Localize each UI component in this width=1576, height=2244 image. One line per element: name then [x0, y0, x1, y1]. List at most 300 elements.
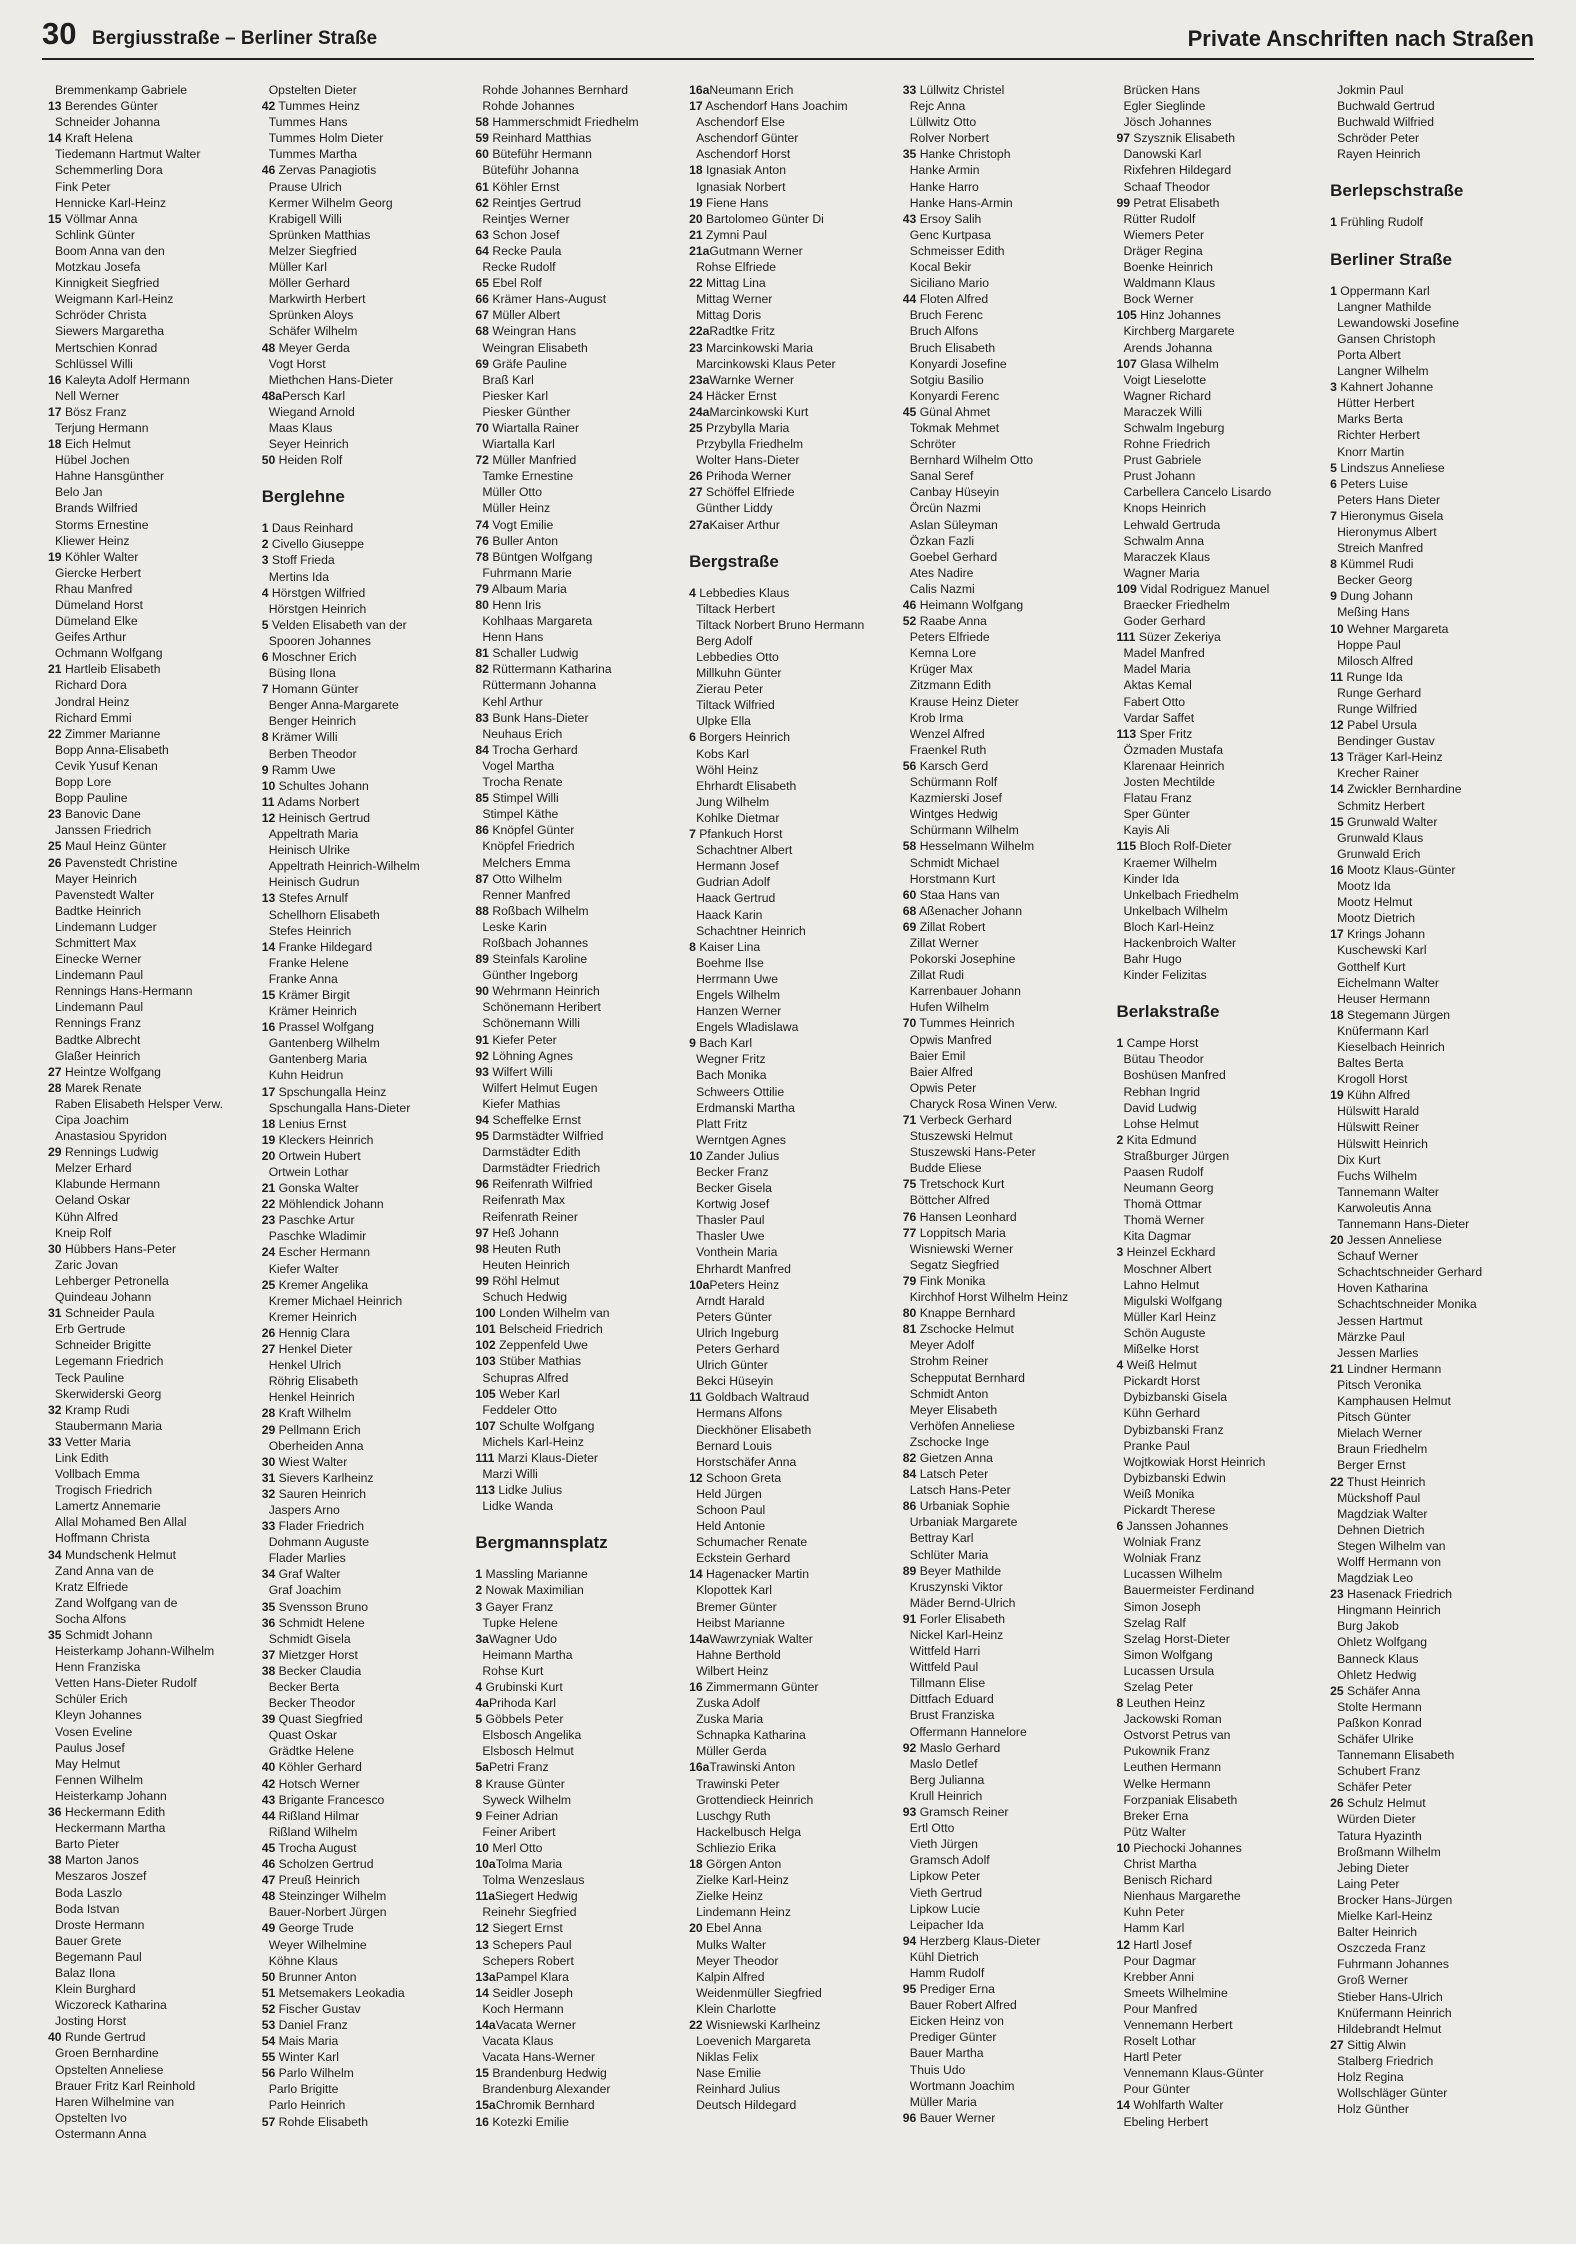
resident-entry: Kermer Wilhelm Georg	[268, 195, 393, 210]
resident-entry: Wojtkowiak Horst Heinrich	[1123, 1454, 1266, 1469]
resident-entry: 34 Graf Walter	[261, 1567, 341, 1582]
house-number: 45	[261, 1840, 276, 1855]
resident-entry: Carbellera Cancelo Lisardo	[1123, 485, 1272, 500]
resident-entry: Trogisch Friedrich	[55, 1483, 153, 1498]
resident-entry: 1 Campe Horst	[1116, 1036, 1199, 1051]
resident-entry: Quast Oskar	[268, 1728, 338, 1743]
resident-entry: Bauermeister Ferdinand	[1123, 1583, 1255, 1598]
resident-entry: Rütter Rudolf	[1123, 211, 1196, 226]
resident-entry: Charyck Rosa Winen Verw.	[909, 1096, 1058, 1111]
resident-entry: 101 Belscheid Friedrich	[475, 1322, 603, 1337]
resident-entry: Wilbert Heinz	[696, 1663, 769, 1678]
house-number: 25	[1330, 1683, 1344, 1698]
resident-entry: Schepputat Bernhard	[909, 1370, 1025, 1385]
resident-entry: Becker Franz	[696, 1165, 769, 1179]
resident-entry: 43 Brigante Francesco	[261, 1792, 385, 1807]
resident-entry: Böttcher Alfred	[909, 1193, 990, 1208]
house-number: 87	[475, 871, 489, 886]
resident-entry: Thomä Werner	[1123, 1213, 1205, 1228]
resident-entry: Szelag Ralf	[1123, 1615, 1186, 1630]
resident-entry: Offermann Hannelore	[909, 1724, 1027, 1739]
house-number: 89	[475, 952, 489, 967]
resident-entry: Hörstgen Heinrich	[268, 601, 367, 616]
house-number: 4	[261, 585, 269, 600]
resident-entry: Hackenbroich Walter	[1123, 935, 1237, 950]
resident-entry: 14 Wohlfarth Walter	[1116, 2098, 1224, 2113]
house-number: 109	[1116, 581, 1137, 596]
house-number: 89	[902, 1563, 917, 1578]
resident-entry: Karwoleutis Anna	[1337, 1200, 1432, 1215]
house-number: 28	[48, 1080, 62, 1095]
resident-entry: Sprünken Aloys	[268, 308, 354, 323]
resident-entry: Schachtner Albert	[696, 843, 793, 858]
resident-entry: 71 Verbeck Gerhard	[902, 1113, 1012, 1127]
resident-entry: 13 Stefes Arnulf	[261, 891, 348, 906]
resident-entry: Mertschien Konrad	[55, 340, 158, 355]
resident-entry: 50 Heiden Rolf	[261, 453, 343, 468]
house-number: 80	[902, 1306, 917, 1321]
house-number: 75	[902, 1177, 917, 1192]
house-number: 107	[1116, 356, 1137, 371]
resident-entry: Pranke Paul	[1123, 1438, 1190, 1453]
house-number: 20	[1330, 1233, 1344, 1248]
house-number: 11	[689, 1390, 702, 1405]
resident-entry: 62 Reintjes Gertrud	[475, 195, 582, 210]
house-number: 8	[475, 1776, 483, 1791]
resident-entry: Siewers Margaretha	[55, 324, 165, 339]
resident-entry: 96 Reifenrath Wilfried	[475, 1177, 593, 1192]
resident-entry: 109 Vidal Rodriguez Manuel	[1116, 581, 1270, 596]
house-number: 21	[689, 227, 703, 242]
resident-entry: 23aWarnke Werner	[689, 372, 795, 387]
house-number: 46	[902, 598, 917, 612]
house-number: 2	[261, 537, 269, 552]
resident-entry: 97 Szysznik Elisabeth	[1116, 131, 1235, 146]
resident-entry: 27 Henkel Dieter	[261, 1342, 353, 1357]
house-number: 15a	[475, 2098, 496, 2113]
resident-entry: Krause Heinz Dieter	[909, 694, 1019, 709]
resident-entry: Ates Nadire	[909, 565, 974, 580]
house-number: 48a	[261, 388, 283, 403]
resident-entry: Allal Mohamed Ben Allal	[55, 1515, 187, 1530]
resident-entry: Pukownik Franz	[1123, 1744, 1211, 1759]
resident-entry: Röhrig Elisabeth	[268, 1374, 359, 1389]
resident-entry: Pour Manfred	[1123, 2001, 1198, 2016]
resident-entry: Buchwald Wilfried	[1337, 115, 1434, 130]
resident-entry: 70 Wiartalla Rainer	[475, 420, 580, 435]
house-number: 43	[902, 211, 917, 226]
resident-entry: Müller Maria	[909, 2094, 977, 2109]
resident-entry: Franke Helene	[268, 955, 349, 970]
resident-entry: Bauer Robert Alfred	[909, 1998, 1017, 2013]
resident-entry: 113 Sper Fritz	[1116, 726, 1193, 741]
resident-entry: 84 Latsch Peter	[902, 1467, 989, 1482]
resident-entry: Kühn Alfred	[55, 1209, 119, 1224]
house-number: 17	[261, 1084, 276, 1099]
resident-entry: 80 Knappe Bernhard	[902, 1306, 1016, 1321]
resident-entry: 2 Nowak Maximilian	[475, 1583, 584, 1598]
house-number: 24	[261, 1245, 276, 1260]
house-number: 115	[1116, 839, 1137, 854]
resident-entry: Mückshoff Paul	[1337, 1490, 1421, 1505]
resident-entry: 99 Röhl Helmut	[475, 1273, 560, 1288]
resident-entry: Vennemann Klaus-Günter	[1123, 2066, 1264, 2081]
resident-entry: Brands Wilfried	[55, 501, 138, 516]
resident-entry: 5aPetri Franz	[475, 1760, 549, 1775]
resident-entry: Goder Gerhard	[1123, 614, 1206, 629]
house-number: 90	[475, 984, 489, 999]
resident-entry: Millkuhn Günter	[696, 666, 782, 681]
resident-entry: 89 Steinfals Karoline	[475, 952, 588, 967]
resident-entry: Henn Hans	[482, 630, 544, 645]
resident-entry: Rennings Franz	[55, 1016, 142, 1031]
resident-entry: Boda Laszlo	[55, 1885, 123, 1900]
resident-entry: Schäfer Ulrike	[1337, 1732, 1414, 1746]
resident-entry: 17 Bösz Franz	[48, 404, 127, 419]
resident-entry: Ulpke Ella	[696, 714, 751, 729]
house-number: 14a	[689, 1631, 710, 1646]
house-number: 33	[261, 1519, 276, 1534]
house-number: 13	[261, 891, 276, 906]
resident-entry: Porta Albert	[1337, 347, 1401, 362]
resident-entry: 50 Brunner Anton	[261, 1969, 357, 1984]
resident-entry: Piesker Karl	[482, 388, 549, 403]
resident-entry: Aktas Kemal	[1123, 678, 1192, 693]
resident-entry: 52 Fischer Gustav	[261, 2001, 361, 2016]
resident-entry: 99 Petrat Elisabeth	[1116, 195, 1220, 210]
resident-entry: 11 Runge Ida	[1330, 669, 1403, 684]
resident-entry: 14 Zwickler Bernhardine	[1330, 782, 1462, 797]
resident-entry: 15 Brandenburg Hedwig	[475, 2066, 607, 2081]
resident-entry: Ortwein Lothar	[268, 1165, 349, 1179]
resident-entry: Paulus Josef	[55, 1740, 125, 1755]
resident-entry: 8 Krämer Willi	[261, 730, 338, 745]
house-number: 32	[48, 1402, 62, 1417]
resident-entry: Trocha Renate	[482, 775, 563, 790]
resident-entry: 93 Wilfert Willi	[475, 1064, 553, 1079]
resident-entry: Wittfeld Harri	[909, 1644, 981, 1659]
resident-entry: 60 Staa Hans van	[902, 887, 1000, 902]
resident-entry: Tummes Martha	[268, 147, 357, 162]
resident-entry: Mulks Walter	[696, 1937, 767, 1952]
resident-entry: Brandenburg Alexander	[482, 2082, 611, 2097]
resident-entry: 16 Prassel Wolfgang	[261, 1020, 374, 1035]
resident-entry: 76 Hansen Leonhard	[902, 1209, 1017, 1224]
resident-entry: Lucassen Ursula	[1123, 1663, 1215, 1678]
house-number: 21	[48, 662, 62, 677]
resident-entry: Schepers Robert	[482, 1953, 574, 1968]
resident-entry: 86 Urbaniak Sophie	[902, 1499, 1010, 1514]
resident-entry: 6 Peters Luise	[1330, 476, 1409, 491]
house-number: 23	[689, 340, 703, 355]
resident-entry: Schönemann Willi	[482, 1016, 580, 1031]
resident-entry: Mootz Dietrich	[1337, 911, 1416, 926]
resident-entry: 16aNeumann Erich	[689, 83, 794, 97]
resident-entry: Heisterkamp Johann	[55, 1788, 167, 1803]
directory-column	[48, 82, 262, 2232]
resident-entry: 18 Eich Helmut	[48, 437, 131, 452]
resident-entry: Vollbach Emma	[55, 1467, 140, 1482]
resident-entry: Schnapka Katharina	[696, 1728, 806, 1743]
house-number: 81	[902, 1322, 917, 1337]
house-number: 50	[261, 1969, 276, 1984]
resident-entry: Kleyn Johannes	[55, 1708, 142, 1723]
resident-entry: Kuschewski Karl	[1337, 943, 1427, 958]
resident-entry: 79 Albaum Maria	[475, 581, 567, 596]
house-number: 63	[475, 227, 489, 242]
resident-entry: Krob Irma	[909, 710, 964, 725]
resident-entry: Roßbach Johannes	[482, 935, 589, 950]
resident-entry: Wolter Hans-Dieter	[696, 453, 800, 468]
house-number: 25	[689, 420, 703, 435]
resident-entry: Braß Karl	[482, 372, 534, 387]
resident-entry: Schön Auguste	[1123, 1325, 1206, 1340]
house-number: 35	[902, 147, 917, 162]
resident-entry: Pitsch Günter	[1337, 1410, 1411, 1425]
resident-entry: Glaßer Heinrich	[55, 1048, 141, 1063]
resident-entry: 56 Parlo Wilhelm	[261, 2066, 354, 2081]
resident-entry: Henn Franziska	[55, 1660, 141, 1675]
resident-entry: Calis Nazmi	[909, 581, 975, 596]
house-number: 86	[475, 823, 489, 838]
resident-entry: Schüler Erich	[55, 1692, 128, 1707]
house-number: 92	[475, 1048, 489, 1063]
house-number: 2	[475, 1583, 483, 1598]
house-number: 26	[689, 469, 703, 484]
resident-entry: Stieber Hans-Ulrich	[1337, 1989, 1443, 2004]
resident-entry: Brocker Hans-Jürgen	[1337, 1892, 1453, 1907]
resident-entry: Berg Julianna	[909, 1772, 985, 1787]
resident-entry: 16 Kaleyta Adolf Hermann	[48, 372, 190, 387]
house-number: 101	[475, 1322, 496, 1337]
resident-entry: 14aWawrzyniak Walter	[689, 1631, 813, 1646]
house-number: 14	[475, 1985, 489, 2000]
resident-entry: 86 Knöpfel Günter	[475, 823, 575, 838]
resident-entry: Krüger Max	[909, 662, 973, 677]
resident-entry: Teck Pauline	[55, 1370, 125, 1385]
resident-entry: Magdziak Leo	[1337, 1571, 1414, 1586]
resident-entry: Graf Joachim	[268, 1583, 342, 1598]
directory-column	[903, 82, 1117, 2232]
resident-entry: Kruszynski Viktor	[909, 1579, 1003, 1594]
resident-entry: Rayen Heinrich	[1337, 147, 1421, 162]
resident-entry: Milosch Alfred	[1337, 653, 1413, 668]
resident-entry: Schröter	[909, 437, 956, 452]
resident-entry: Haack Karin	[696, 907, 763, 922]
resident-entry: Bruch Ferenc	[909, 308, 983, 323]
resident-entry: Kamphausen Helmut	[1337, 1394, 1451, 1409]
resident-entry: Segatz Siegfried	[909, 1257, 1000, 1272]
resident-entry: 66 Krämer Hans-August	[475, 292, 607, 307]
resident-entry: Heuser Hermann	[1337, 991, 1430, 1006]
resident-entry: Konyardi Ferenc	[909, 388, 1000, 403]
resident-entry: Vennemann Herbert	[1123, 2017, 1233, 2032]
resident-entry: Roselt Lothar	[1123, 2034, 1196, 2049]
resident-entry: Dybizbanski Gisela	[1123, 1390, 1228, 1405]
house-number: 44	[902, 292, 917, 307]
house-number: 39	[261, 1712, 276, 1727]
house-number: 18	[48, 437, 62, 452]
resident-entry: 4 Grubinski Kurt	[475, 1680, 563, 1694]
house-number: 7	[1330, 508, 1337, 523]
resident-entry: 16aTrawinski Anton	[689, 1760, 795, 1775]
resident-entry: Paschke Wladimir	[268, 1229, 367, 1244]
house-number: 4	[475, 1680, 483, 1694]
house-number: 27a	[689, 517, 710, 532]
resident-entry: 23 Hasenack Friedrich	[1330, 1587, 1453, 1602]
resident-entry: 21 Hartleib Elisabeth	[48, 662, 161, 677]
resident-entry: Prust Johann	[1123, 469, 1196, 484]
resident-entry: Zuska Adolf	[696, 1696, 760, 1711]
resident-entry: Maraczek Klaus	[1123, 549, 1211, 564]
resident-entry: Forzpaniak Elisabeth	[1123, 1792, 1238, 1807]
resident-entry: Dohmann Auguste	[268, 1535, 369, 1550]
house-number: 46	[261, 163, 276, 178]
house-number: 20	[689, 1921, 703, 1936]
resident-entry: Rixfehren Hildegard	[1123, 163, 1232, 178]
house-number: 18	[689, 163, 703, 178]
resident-entry: Flader Marlies	[268, 1551, 346, 1566]
resident-entry: Danowski Karl	[1123, 147, 1202, 162]
house-number: 23	[1330, 1587, 1344, 1602]
resident-entry: Gramsch Adolf	[909, 1853, 990, 1868]
resident-entry: 42 Hotsch Werner	[261, 1776, 360, 1791]
house-number: 12	[689, 1470, 703, 1485]
resident-entry: Mittag Doris	[696, 308, 762, 323]
resident-entry: Appeltrath Heinrich-Wilhelm	[268, 859, 420, 874]
house-number: 12	[261, 810, 276, 825]
resident-entry: Spooren Johannes	[268, 633, 372, 648]
resident-entry: 22 Zimmer Marianne	[48, 726, 161, 741]
house-number: 98	[475, 1241, 489, 1256]
resident-entry: Kuhn Heidrun	[268, 1068, 344, 1083]
house-number: 54	[261, 2034, 276, 2049]
resident-entry: Rohse Kurt	[482, 1663, 544, 1678]
resident-entry: 5 Lindszus Anneliese	[1330, 460, 1445, 475]
resident-entry: 2 Kita Edmund	[1116, 1132, 1197, 1147]
house-number: 44	[261, 1808, 276, 1823]
resident-entry: Barto Pieter	[55, 1837, 120, 1852]
resident-entry: Ochmann Wolfgang	[55, 646, 163, 661]
house-number: 10	[689, 1148, 703, 1163]
resident-entry: Kalpin Alfred	[696, 1969, 765, 1984]
resident-entry: Groß Werner	[1337, 1973, 1409, 1988]
house-number: 52	[902, 614, 917, 629]
resident-entry: 26 Hennig Clara	[261, 1325, 350, 1340]
resident-entry: 14 Seidler Joseph	[475, 1985, 573, 2000]
resident-entry: Staubermann Maria	[55, 1418, 163, 1433]
resident-entry: Parlo Brigitte	[268, 2082, 339, 2097]
resident-entry: Cipa Joachim	[55, 1113, 129, 1127]
resident-entry: Quindeau Johann	[55, 1290, 152, 1305]
resident-entry: Moschner Albert	[1123, 1261, 1212, 1276]
resident-entry: 40 Runde Gertrud	[48, 2030, 146, 2045]
resident-entry: 68 Aßenacher Johann	[902, 903, 1023, 918]
resident-entry: Eckstein Gerhard	[696, 1551, 791, 1566]
resident-entry: Peters Hans Dieter	[1337, 492, 1441, 507]
resident-entry: Opstelten Dieter	[268, 83, 357, 97]
resident-entry: Erdmanski Martha	[696, 1100, 795, 1115]
resident-entry: 7 Hieronymus Gisela	[1330, 508, 1444, 523]
resident-entry: Berger Ernst	[1337, 1458, 1406, 1473]
house-number: 84	[475, 742, 489, 757]
resident-entry: 70 Tummes Heinrich	[902, 1016, 1015, 1031]
house-number: 23	[48, 807, 62, 822]
resident-entry: Spschungalla Hans-Dieter	[268, 1100, 411, 1115]
resident-entry: Richard Emmi	[55, 710, 132, 725]
resident-entry: Wöhl Heinz	[696, 762, 759, 777]
house-number: 99	[475, 1273, 489, 1288]
resident-entry: Hanzen Werner	[696, 1004, 782, 1019]
resident-entry: Kohlhaas Margareta	[482, 614, 593, 629]
resident-entry: Voigt Lieselotte	[1123, 372, 1207, 387]
resident-entry: Stalberg Friedrich	[1337, 2053, 1434, 2068]
resident-entry: 111 Süzer Zekeriya	[1116, 630, 1221, 645]
resident-entry: 76 Buller Anton	[475, 533, 559, 548]
resident-entry: Bruch Elisabeth	[909, 340, 996, 355]
resident-entry: Müller Karl Heinz	[1123, 1309, 1217, 1324]
resident-entry: 48 Meyer Gerda	[261, 340, 350, 355]
resident-entry: Marks Berta	[1337, 412, 1403, 427]
resident-entry: 83 Bunk Hans-Dieter	[475, 710, 589, 725]
resident-entry: 33 Vetter Maria	[48, 1434, 131, 1449]
resident-entry: Krebber Anni	[1123, 1969, 1194, 1984]
resident-entry: Reinehr Siegfried	[482, 1905, 577, 1920]
resident-entry: 40 Köhler Gerhard	[261, 1760, 362, 1775]
resident-entry: Rohde Johannes	[482, 99, 575, 114]
resident-entry: Ulrich Ingeburg	[696, 1325, 779, 1340]
resident-entry: Jackowski Roman	[1123, 1712, 1222, 1727]
resident-entry: Aschendorf Horst	[696, 147, 791, 162]
house-number: 34	[48, 1547, 62, 1562]
resident-entry: 23 Banovic Dane	[48, 807, 141, 822]
resident-entry: 15aChromik Bernhard	[475, 2098, 595, 2113]
resident-entry: Ehrhardt Elisabeth	[696, 778, 797, 793]
resident-entry: Kuhn Peter	[1123, 1905, 1185, 1920]
resident-entry: Seyer Heinrich	[268, 437, 349, 452]
house-number: 34	[261, 1567, 276, 1582]
house-number: 27	[1330, 2037, 1344, 2052]
house-number: 14	[1116, 2098, 1130, 2113]
resident-entry: Kühn Gerhard	[1123, 1406, 1200, 1421]
resident-entry: Bekci Hüseyin	[696, 1374, 774, 1389]
house-number: 3	[475, 1599, 483, 1614]
resident-entry: Ignasiak Norbert	[696, 179, 786, 194]
resident-entry: 81 Zschocke Helmut	[902, 1322, 1014, 1337]
house-number: 69	[902, 919, 917, 934]
resident-entry: Paßkon Konrad	[1337, 1715, 1422, 1730]
resident-entry: Aschendorf Else	[696, 115, 785, 130]
resident-entry: Richard Dora	[55, 678, 127, 693]
resident-entry: Schröder Peter	[1337, 131, 1420, 146]
resident-entry: Langner Wilhelm	[1337, 364, 1429, 379]
resident-entry: Klein Charlotte	[696, 2001, 777, 2016]
house-number: 10	[475, 1840, 489, 1855]
resident-entry: Vogel Martha	[482, 758, 555, 773]
resident-entry: Rohse Elfriede	[696, 260, 777, 275]
resident-entry: Droste Hermann	[55, 1917, 145, 1932]
house-number: 3	[1330, 380, 1337, 395]
resident-entry: Zierau Peter	[696, 682, 764, 697]
resident-entry: 8 Leuthen Heinz	[1116, 1696, 1206, 1711]
resident-entry: Boehme Ilse	[696, 955, 764, 970]
resident-entry: Hahne Hansgünther	[55, 469, 165, 484]
house-number: 15	[1330, 814, 1344, 829]
resident-entry: Maraczek Willi	[1123, 404, 1202, 419]
house-number: 96	[902, 2110, 917, 2125]
resident-entry: Canbay Hüseyin	[909, 485, 1000, 500]
house-number: 64	[475, 243, 489, 258]
